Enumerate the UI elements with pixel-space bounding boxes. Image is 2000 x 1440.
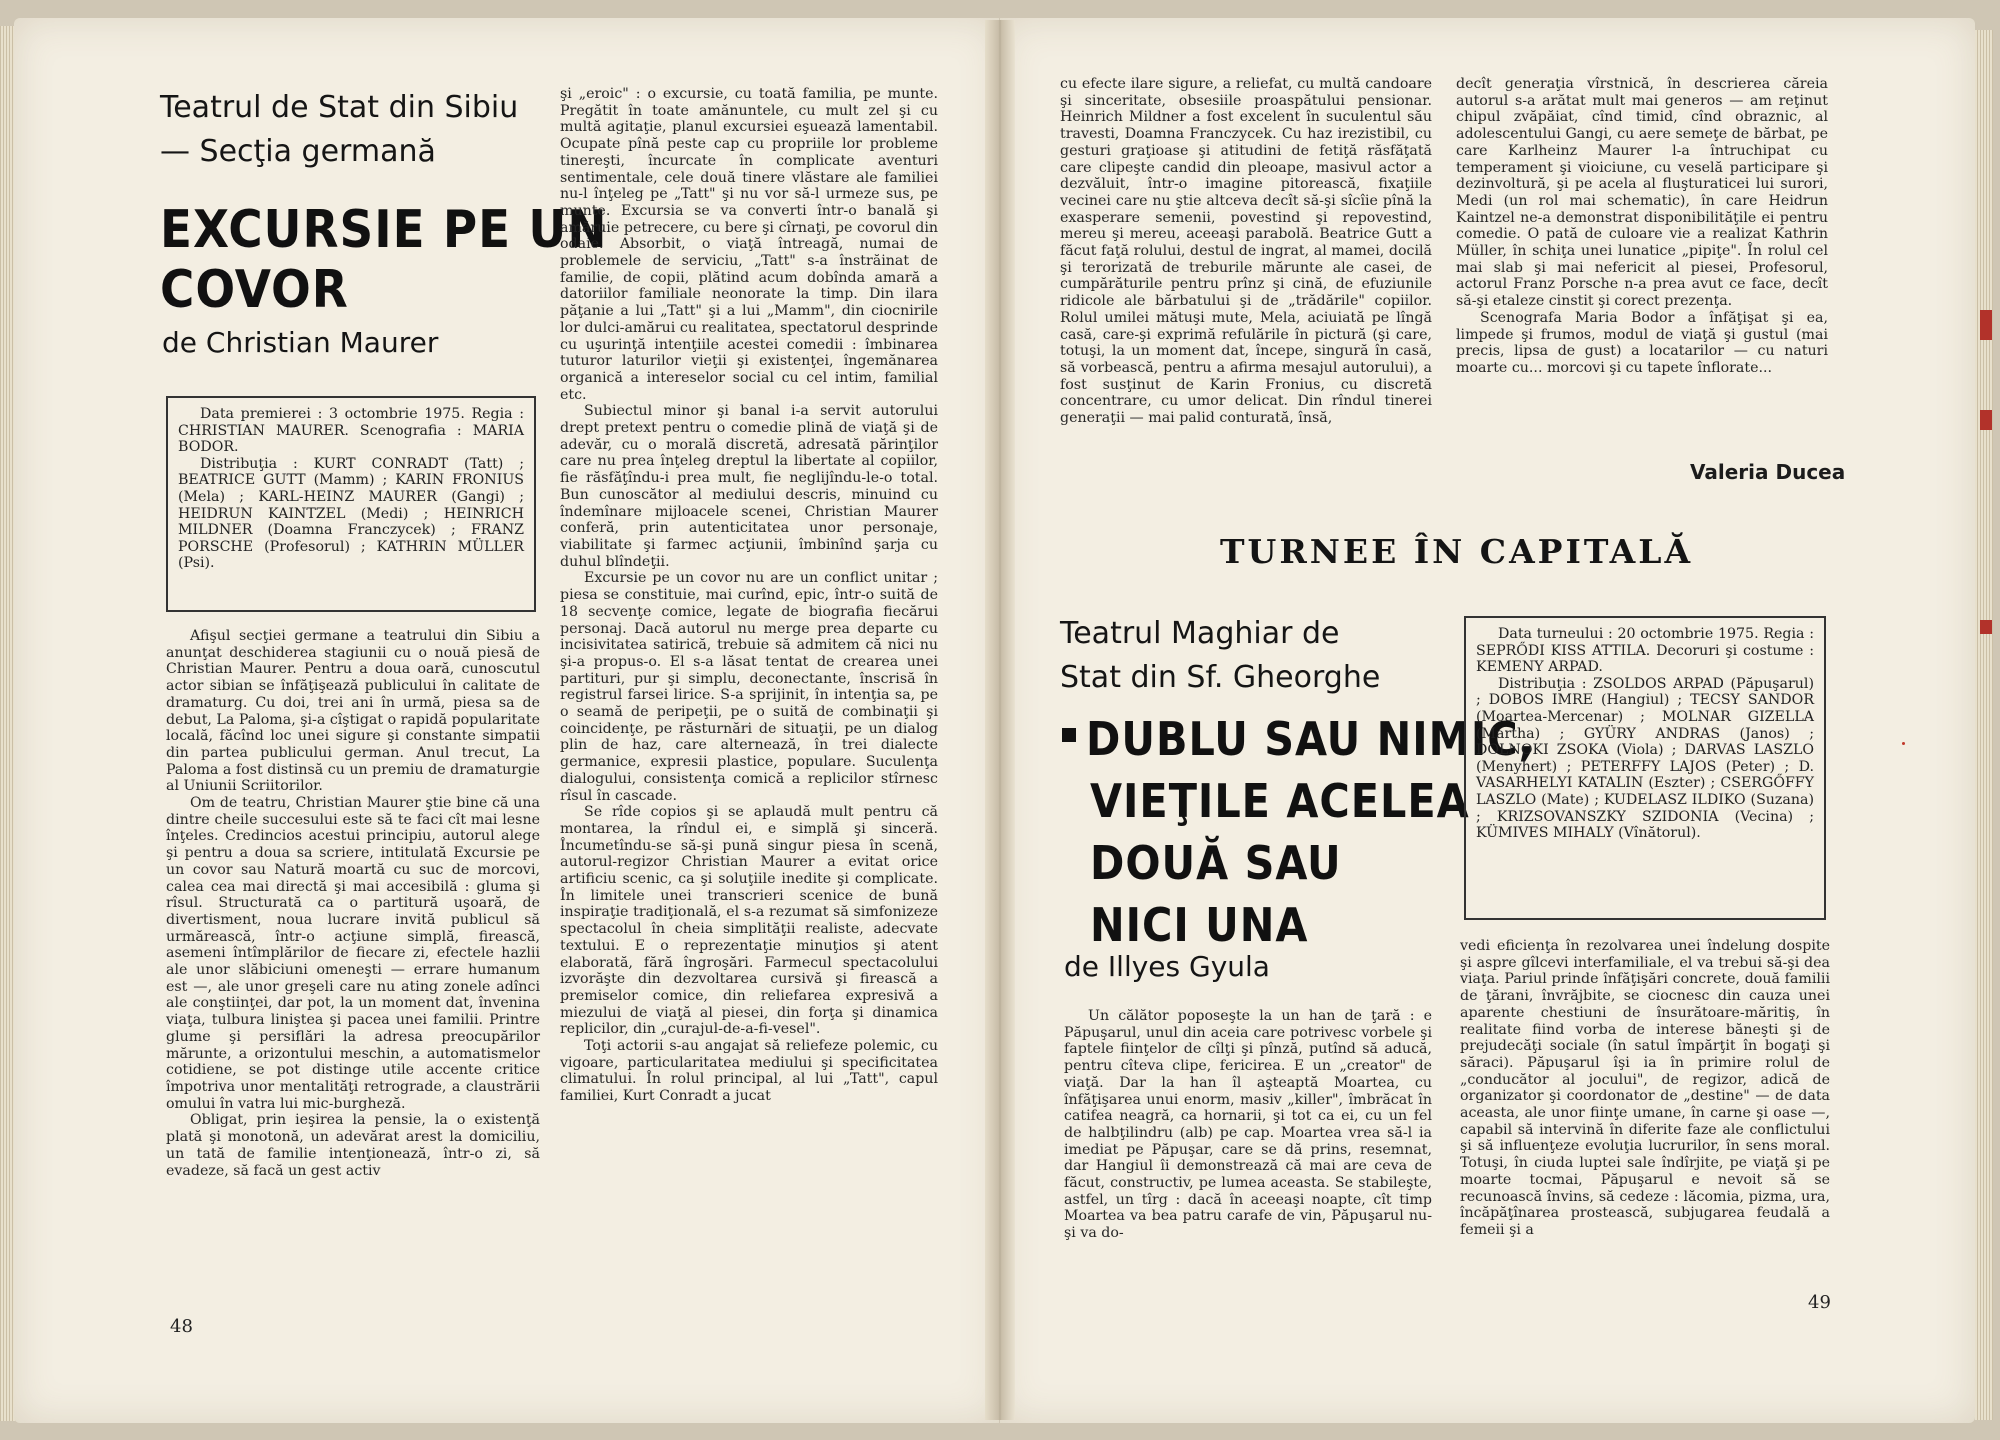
title-bullet [1062, 728, 1076, 742]
page-number-left: 48 [170, 1316, 193, 1337]
article-paragraph: Toţi actorii s-au angajat să reliefeze polemic, cu vigoare, particularitatea mediului şi specificitatea climatului. În rolul principal, al lui „Tatt", capul familiei, Kurt Conradt a jucat [560, 1038, 938, 1105]
review-column-3 [1064, 1008, 1432, 1242]
tour-credits-box [1464, 616, 1826, 920]
author-byline-right: de Illyes Gyula [1064, 950, 1270, 983]
play-title-line1: EXCURSIE PE UN [160, 200, 608, 260]
section-heading: TURNEE ÎN CAPITALĂ [1220, 532, 1694, 571]
right-page-edge [1975, 30, 1993, 1420]
article-paragraph: Se rîde copios şi se aplaudă mult pentru că montarea, la rîndul ei, e simplă şi sinceră. Încumetîndu-se să-şi pună singur piesa în scenă, autorul-regizor Christian Maurer a evitat orice artificiu scenic, ca şi soluţiile inedite şi complicate. În limitele unei transcrieri scenice de bună inspiraţie tradiţională, el s-a rezumat să simfonizeze spectacolul în cheia simplităţii realiste, adecvate textului. E o reprezentaţie minuţios şi atent elaborată, fără îngroşări. Farmecul spectacolului izvorăşte din dezvoltarea cursivă şi firească a premiselor comice, din reliefarea expresivă a miezului de viaţă al piesei, din forţa şi dinamica replicilor, din „curajul-de-a-fi-vesel". [560, 804, 938, 1038]
edge-tab-marker [1980, 410, 1992, 430]
credits-paragraph: Distribuţia : ZSOLDOS ARPAD (Păpuşarul) ; DOBOS IMRE (Hangiul) ; TECSY SANDOR (Moartea-Mercenar) ; MOLNAR GIZELLA (Martha) ; GYÜRY ANDRAS (Janos) ; DOLNOKI ZSOKA (Viola) ; DARVAS LASZLO (Menyhert) ; PETERFFY LAJOS (Peter) ; D. VASARHELYI KATALIN (Eszter) ; CSERGŐFFY LASZLO (Mate) ; KUDELASZ ILDIKO (Suzana) ; KRIZSOVANSZKY SZIDONIA (Vecina) ; KÜMIVES MIHALY (Vînătorul). [1476, 675, 1814, 842]
article-paragraph: şi „eroic" : o excursie, cu toată familia, pe munte. Pregătit în toate amănuntele, cu mult zel şi cu multă agitaţie, planul excursiei eşuează lamentabil. Ocupate pînă peste cap cu propriile lor probleme tinereşti, încurcate în complicate aventuri sentimentale, cele două tinere vlăstare ale familiei nu-l înţeleg pe „Tatt" şi nu vor să-l urmeze sus, pe munte. Excursia se va converti într-o banală şi amăruie petrecere, cu bere şi cîrnaţi, pe covorul din odaie. Absorbit, o viaţă întreagă, numai de problemele de serviciu, „Tatt" s-a înstrăinat de familie, de copii, plătind acum dobînda amară a datoriilor familiale neonorate la timp. Din ilara păţanie a lui „Tatt" şi a lui „Mamm", din ciocnirile lor dulci-amărui cu realitatea, spectatorul desprinde cu uşurinţă intenţiile acestei comedii : îmbinarea tuturor laturilor vieţii şi existenţei, îngemănarea organică a intereselor social cu cel intim, familial etc. [560, 86, 938, 403]
edge-tab-marker [1980, 310, 1992, 340]
theatre-header-line1: Teatrul de Stat din Sibiu [160, 90, 519, 125]
article-column-1 [166, 628, 540, 1179]
article-paragraph: Afişul secţiei germane a teatrului din Sibiu a anunţat deschiderea stagiunii cu o nouă piesă de Christian Maurer. Pentru a doua oară, cunoscutul actor sibian se înfăţişează publicului în calitate de dramaturg. Cu doi, trei ani în urmă, piesa sa de debut, La Paloma, şi-a cîştigat o rapidă popularitate locală, făcînd loc unei sigure şi constante simpatii din partea publicului german. Anul trecut, La Paloma a fost distinsă cu un premiu de dramaturgie al Uniunii Scriitorilor. [166, 628, 540, 795]
article-paragraph: cu efecte ilare sigure, a reliefat, cu multă candoare şi sinceritate, obsesiile proaspătului pensionar. Heinrich Mildner a fost excelent în suculentul său travesti, Doamna Franczycek. Cu haz irezistibil, cu gesturi graţioase şi atitudini de fetiţă răsfăţată care clipeşte candid din pleoape, masivul actor a dezvăluit, într-o imagine pitorească, fixaţiile vecinei care nu ştie altceva decît să-şi sîcîie pînă la exasperare semenii, povestind şi repovestind, mereu şi mereu, aceeaşi parabolă. Beatrice Gutt a făcut faţă rolului, destul de ingrat, al mamei, docilă şi terorizată de treburile mărunte ale casei, de cumpărăturile pentru prînz şi cină, de efuziunile ridicole ale bărbatului şi de „trădările" copiilor. Rolul umilei mătuşi mute, Mela, aciuiată pe lîngă casă, care-şi exprimă refulările în pictură (şi care, totuşi, la un moment dat, începe, singură în casă, să vorbească, pentru a afirma mesajul autorului), a fost susţinut de Karin Fronius, cu discretă concentrare, cu umor delicat. Din rîndul tinerei generaţii — mai palid conturată, însă, [1060, 76, 1432, 427]
article-paragraph: Subiectul minor şi banal i-a servit autorului drept pretext pentru o comedie plină de viaţă şi de adevăr, cu o morală discretă, adresată părinţilor care nu prea înţeleg dreptul la libertate al copiilor, fie răsfăţîndu-i prea mult, fie neglijîndu-le-o total. Bun cunoscător al mediului descris, minuind cu îndemînare mijloacele scenei, Christian Maurer conferă, prin autenticitatea unor personaje, viabilitate şi farmec acţiunii, îmbinînd şarja cu duhul blîndeţii. [560, 403, 938, 570]
play-title-line2: COVOR [160, 260, 349, 320]
author-byline: de Christian Maurer [162, 326, 439, 359]
review-author-signature: Valeria Ducea [1690, 460, 1846, 484]
article-paragraph: Un călător poposeşte la un han de ţară : e Păpuşarul, unul din aceia care potrivesc vorbele şi faptele fiinţelor de cîlţi şi pînză, putînd să aducă, pentru cîteva clipe, fericirea. E un „creator" de viaţă. Dar la han îl aşteaptă Moartea, cu înfăţişarea unui enorm, masiv „killer", îmbrăcat în catifea neagră, ca hornarii, şi tot ca ei, cu un fel de halbţilindru (alb) pe cap. Moartea vrea să-l ia imediat pe Păpuşar, care se dă prins, resemnat, dar Hangiul îi demonstrează că mai are ceva de făcut, constructiv, pe lumea aceasta. Se stabileşte, astfel, un tîrg : dacă în aceeaşi noapte, cît timp Moartea va bea patru carafe de vin, Păpuşarul nu-şi va do- [1064, 1008, 1432, 1242]
production-credits-box [166, 396, 536, 612]
theatre-header-line1: Teatrul Maghiar de [1060, 616, 1340, 651]
article-paragraph: Obligat, prin ieşirea la pensie, la o existenţă plată şi monotonă, un adevărat arest la domiciliu, un tată de familie intenţionează, într-o zi, să evadeze, să facă un gest activ [166, 1112, 540, 1179]
article-paragraph: Om de teatru, Christian Maurer ştie bine că una dintre cheile succesului este să te faci cît mai lesne înţeles. Credincios acestui principiu, autorul alege şi pentru a doua sa scriere, intitulată Excursie pe un covor sau Natură moartă cu suc de morcovi, calea cea mai directă şi mai accesibilă : gluma şi rîsul. Structurată ca o partitură uşoară, de divertisment, noua lucrare invită publicul să urmărească, într-o acţiune simplă, firească, asemeni întîmplărilor de fiecare zi, efectele hazlii ale unor slăbiciuni omeneşti — errare humanum est —, ale unor greşeli care nu ating zonele adînci ale conştiinţei, dar pot, la un moment dat, învenina viaţa, tulbura liniştea şi pacea unei familii. Printre glume şi persiflări la adresa preocupărilor mărunte, a orizontului meschin, a automatismelor cotidiene, se pot distinge utile accente critice împotriva unor mentalităţi retrograde, a claustrării omului în vatra lui mic-burgheză. [166, 795, 540, 1112]
play-title-line4: NICI UNA [1090, 898, 1309, 952]
edge-tab-marker [1980, 620, 1992, 634]
article-paragraph: Excursie pe un covor nu are un conflict unitar ; piesa se constituie, mai curînd, epic, într-o suită de 18 secvenţe comice, legate de biografia fiecărui personaj. Dacă autorul nu merge prea departe cu incisivitatea satirică, trebuie să admitem că nici nu şi-a propus-o. El s-a lăsat tentat de crearea unei partituri, pur şi simplu, deconectante, înscrisă în registrul farsei lirice. S-a sprijinit, în intenţia sa, pe o seamă de peripeţii, pe o suită de combinaţii şi coincidenţe, pe răsturnări de situaţii, pe un dialog plin de haz, care alternează, în trei dialecte germanice, expresii plastice, populare. Suculenţa dialogului, consistenţa comică a replicilor stîrnesc rîsul în cascade. [560, 570, 938, 804]
theatre-header-line2: — Secţia germană [160, 134, 436, 169]
page-number-right: 49 [1808, 1292, 1831, 1313]
review-column-4 [1460, 938, 1830, 1239]
book-binding [985, 20, 1015, 1420]
credits-paragraph: Distribuţia : KURT CONRADT (Tatt) ; BEATRICE GUTT (Mamm) ; KARIN FRONIUS (Mela) ; KARL-HEINZ MAURER (Gangi) ; HEIDRUN KAINTZEL (Medi) ; HEINRICH MILDNER (Doamna Franczycek) ; FRANZ PORSCHE (Profesorul) ; KATHRIN MÜLLER (Psi). [178, 455, 524, 572]
title-text: DUBLU SAU NIMIC, [1086, 712, 1536, 766]
play-title-line3: DOUĂ SAU [1090, 836, 1342, 890]
article-column-2 [560, 86, 938, 1105]
ink-mark [1902, 742, 1905, 745]
credits-paragraph: Data turneului : 20 octombrie 1975. Regia : SEPRŐDI KISS ATTILA. Decoruri şi costume : KEMENY ARPAD. [1476, 626, 1814, 676]
article-paragraph: Scenografa Maria Bodor a înfăţişat şi ea, limpede şi frumos, modul de viaţă şi gustul (mai precis, lipsa de gust) a locatarilor — cu naturi moarte cu... morcovi şi cu tapete înflorate... [1456, 309, 1828, 376]
theatre-header-line2: Stat din Sf. Gheorghe [1060, 660, 1381, 695]
review-column-1 [1060, 76, 1432, 427]
theatre-header [160, 86, 518, 174]
play-title-line2: VIEŢILE ACELEA [1090, 774, 1470, 828]
credits-paragraph: Data premierei : 3 octombrie 1975. Regia : CHRISTIAN MAURER. Scenografia : MARIA BODOR. [178, 406, 524, 456]
article-paragraph: vedi eficienţa în rezolvarea unei îndelung dospite şi aspre gîlcevi interfamiliale, el va trebui să-şi dea viaţa. Pariul prinde înfăţişări concrete, două familii de ţărani, învrăjbite, se ciocnesc din cauza unei aparente chestiuni de însurătoare-măritiş, în realitate fiind vorba de interese băneşti şi de prejudecăţi sociale (în satul împărţit în bogaţi şi săraci). Păpuşarul îşi ia în primire rolul de „conducător al jocului", de regizor, adică de organizator şi coordonator de „destine" — de data aceasta, ale unor fiinţe umane, în carne şi oase —, capabil să intervină în diferite faze ale conflictului şi să influenţeze evoluţia lucrurilor, în sens moral. Totuşi, în ciuda luptei sale îndîrjite, pe viaţă şi pe moarte tocmai, Păpuşarul e nevoit să se recunoască învins, să cedeze : lăcomia, pizma, ura, încăpăţînarea prostească, subjugarea feudală a femeii şi a [1460, 938, 1830, 1238]
theatre-header-right [1060, 612, 1380, 700]
review-column-2 [1456, 76, 1828, 377]
article-paragraph: decît generaţia vîrstnică, în descrierea căreia autorul s-a arătat mult mai generos — am reţinut chipul zvăpăiat, cînd timid, cînd obraznic, al adolescentului Gangi, cu aere semeţe de bărbat, pe care Karlheinz Maurer l-a întruchipat cu temperament şi vioiciune, cu veselă participare şi dezinvoltură, şi pe acela al fluşturaticei lui surori, Medi (un rol mai schematic), în care Heidrun Kaintzel ne-a demonstrat disponibilităţile ei pentru comedie. O pată de culoare vie a realizat Kathrin Müller, în schiţa unei lunatice „pipiţe". În rolul cel mai slab şi mai nefericit al piesei, Profesorul, actorul Franz Porsche n-a prea avut ce face, decît să-şi etaleze cinstit şi corect prezenţa. [1456, 76, 1828, 310]
play-title [160, 200, 608, 320]
